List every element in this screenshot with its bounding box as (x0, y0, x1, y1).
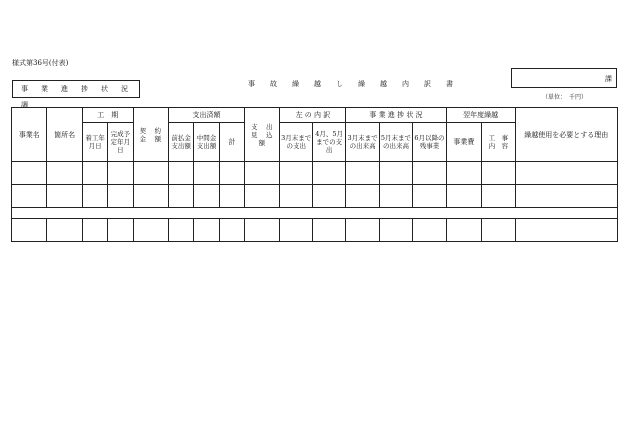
header-progress-march: 3月末までの出来高 (346, 123, 379, 162)
header-paid-interim: 中間金支出額 (194, 123, 219, 162)
department-suffix: 課 (605, 75, 612, 83)
header-paid-advance: 前払金支出額 (169, 123, 194, 162)
header-next-year: 翌年度繰越 (446, 108, 515, 123)
header-next-year-content: 工 事 内 容 (482, 123, 515, 162)
table-row (12, 185, 618, 208)
header-period-end: 完成予定年月日 (108, 123, 133, 162)
header-progress-may: 5月末までの出来高 (379, 123, 412, 162)
unit-note: （単位： 千円） (542, 94, 588, 101)
header-progress: 事 業 進 捗 状 況 (346, 108, 446, 123)
header-period: 工 期 (82, 108, 133, 123)
header-reason: 繰越使用を必要とする理由 (515, 108, 617, 162)
header-expected-spend: 支 出 見 込 額 (245, 108, 280, 162)
header-location: 箇所名 (47, 108, 82, 162)
header-paid: 支出済額 (169, 108, 245, 123)
header-next-year-cost: 事業費 (446, 123, 481, 162)
header-breakdown-march: 3月末までの支出 (280, 123, 312, 162)
header-paid-total: 計 (219, 123, 244, 162)
report-label-box: 事 業 進 捗 状 況 調 (12, 80, 140, 98)
department-box (511, 68, 617, 88)
header-breakdown: 左 の 内 訳 (280, 108, 346, 123)
form-number: 様式第36号(付表) (12, 59, 69, 67)
carryover-table (11, 107, 618, 242)
document-title: 事 故 繰 越 し 繰 越 内 訳 書 (248, 80, 457, 88)
header-period-start: 着工年月日 (82, 123, 107, 162)
table-gap-row (12, 208, 618, 219)
header-project-name: 事業名 (12, 108, 47, 162)
header-row-1 (12, 108, 618, 123)
header-progress-after-june: 6月以降の残事業 (413, 123, 446, 162)
header-breakdown-april-may: 4月、5月までの支出 (312, 123, 345, 162)
table-row (12, 162, 618, 185)
header-contract-amount: 契 約 金 額 (133, 108, 168, 162)
table-row-total (12, 219, 618, 242)
